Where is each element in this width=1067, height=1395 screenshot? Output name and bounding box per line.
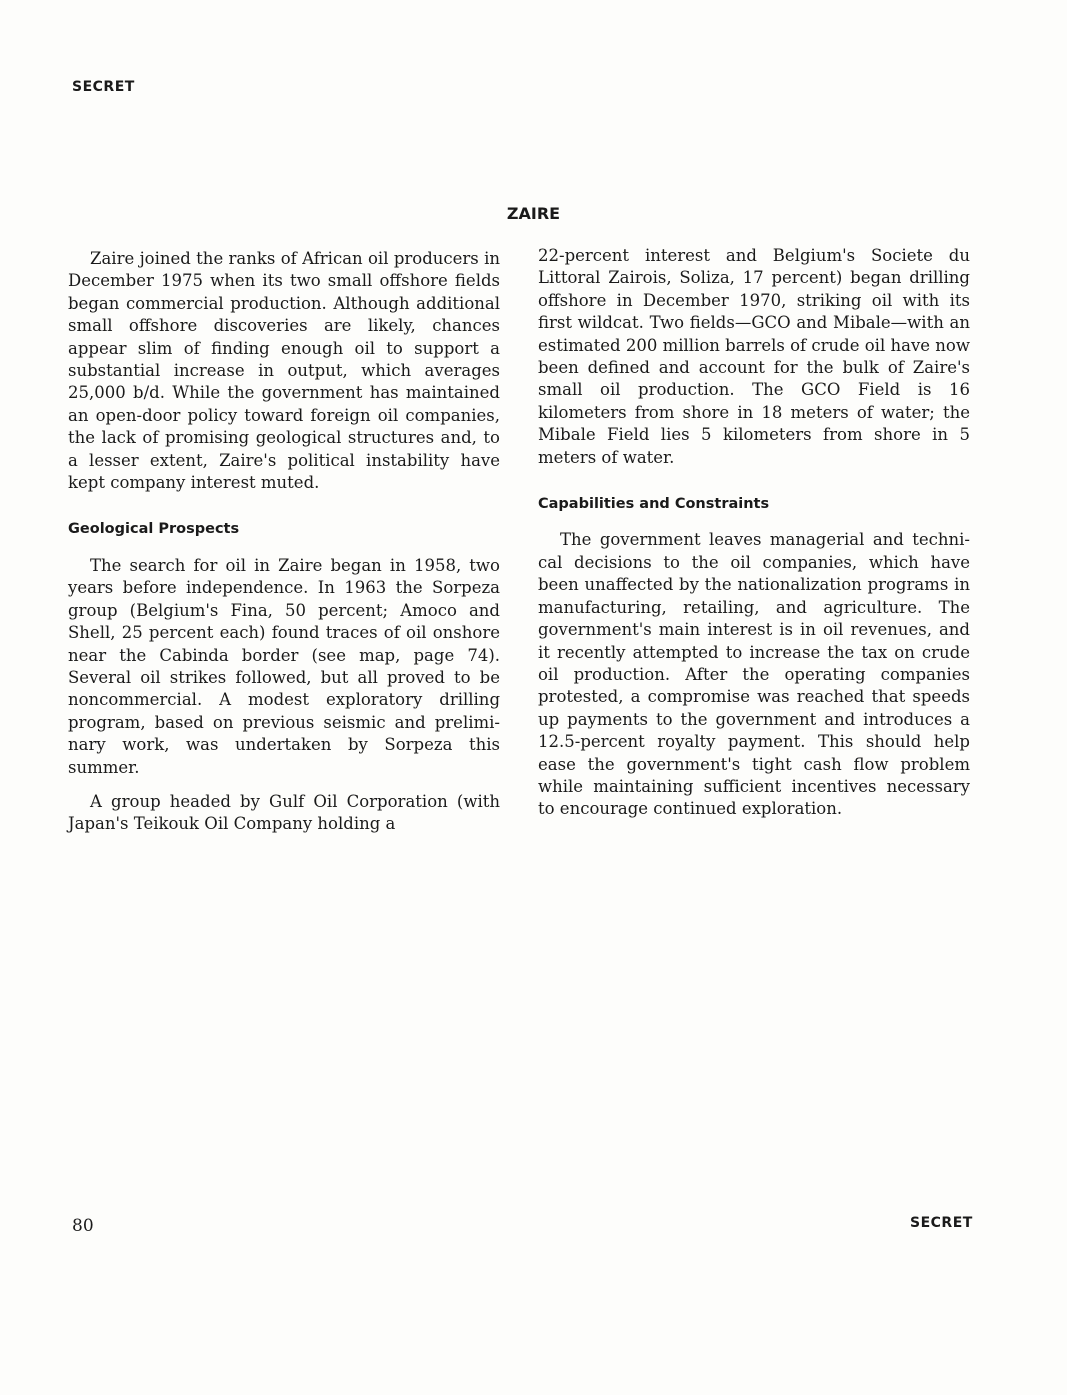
classification-marking-bottom: SECRET <box>910 1215 973 1231</box>
geological-paragraph-1: The search for oil in Zaire began in 1958, two years before independence. In 1963 the Sorpeza group (Belgium's Fina, 50 percent; Amoco and Shell, 25 percent each) found traces of oil onshore near the Cabinda border (see map, page 74). Several oil strikes followed, but all proved to be noncommercial. A modest exploratory drilling program, based on previous seismic and prelimi-nary work, was undertaken by Sorpeza this summer. <box>68 555 500 777</box>
geological-paragraph-2: A group headed by Gulf Oil Corporation (with Japan's Teikouk Oil Company holding a <box>68 791 500 834</box>
left-column <box>68 248 500 848</box>
right-column <box>538 245 970 833</box>
section-heading-capabilities-constraints: Capabilities and Constraints <box>538 496 770 513</box>
intro-paragraph: Zaire joined the ranks of African oil producers in December 1975 when its two small offshore fields began commercial production. Although additional small offshore discoveries are likely, chances appear slim of finding enough oil to support a substantial increase in output, which averages 25,000 b/d. While the government has maintained an open-door policy toward foreign oil companies, the lack of promising geological structures and, to a lesser extent, Zaire's political instability have kept company interest muted. <box>68 249 500 493</box>
page-number: 80 <box>72 1216 94 1236</box>
classification-marking-top: SECRET <box>72 79 135 95</box>
continued-paragraph: 22-percent interest and Belgium's Societe du Littoral Zairois, Soliza, 17 percent) began drilling offshore in December 1970, striking oil with its first wildcat. Two fields—GCO and Mibale—with an estimated 200 million barrels of crude oil have now been defined and account for the bulk of Zaire's small oil production. The GCO Field is 16 kilometers from shore in 18 meters of water; the Mibale Field lies 5 kilometers from shore in 5 meters of water. <box>538 246 970 467</box>
page-title: ZAIRE <box>506 204 561 223</box>
capabilities-paragraph: The government leaves managerial and techni-cal decisions to the oil companies, which have been unaffected by the nationalization programs in manufacturing, retailing, and agriculture. The government's main interest is in oil revenues, and it recently attempted to increase the tax on crude oil production. After the operating companies protested, a compromise was reached that speeds up payments to the government and introduces a 12.5-percent royalty payment. This should help ease the government's tight cash flow problem while maintaining sufficient incentives necessary to encourage continued exploration. <box>538 530 970 819</box>
section-heading-geological-prospects: Geological Prospects <box>68 521 240 538</box>
